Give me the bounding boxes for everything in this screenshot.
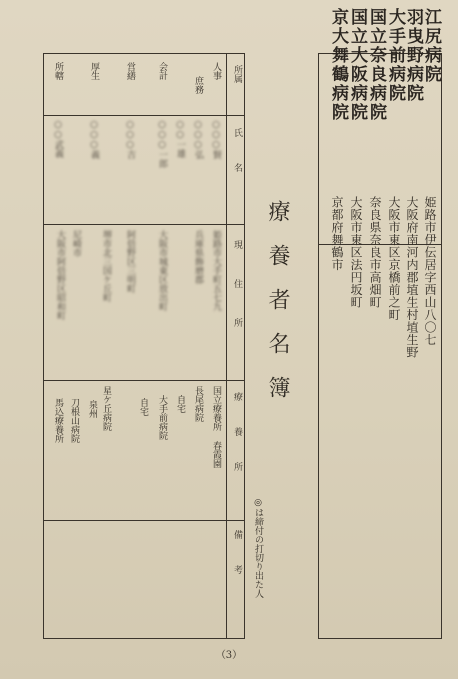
row-dept: 庶務 [193, 76, 203, 94]
row-name: ○○○賢 [211, 120, 221, 159]
hospital-name: 国立大阪病院 [347, 8, 367, 122]
row-sanatorium: 自宅 [138, 398, 148, 416]
hospital-name: 京大舞鶴病院 [328, 8, 348, 122]
hospital-address: 大阪市東区法円坂町 [349, 196, 363, 309]
row-dept: 人事 [211, 62, 221, 80]
hospital-list-box [318, 53, 442, 639]
header-address: 現住所 [232, 240, 242, 357]
row-dept: 会計 [157, 62, 167, 80]
table-rule [43, 224, 245, 225]
row-name: ○○○弘 [193, 120, 203, 159]
row-dept: 営繕 [125, 62, 135, 80]
footnote: ◎は締付の打切り出た人 [253, 498, 263, 598]
header-column-rule [226, 53, 227, 639]
hospital-name: 江尻病院 [421, 8, 441, 84]
hospital-address: 奈良県奈良市高畑町 [368, 196, 382, 309]
row-name: ○○一雄 [175, 120, 185, 158]
row-dept: 厚生 [89, 62, 99, 80]
hospital-name: 大手前病院 [385, 8, 405, 103]
row-address: 阿倍野区三明町 [125, 230, 135, 293]
header-dept: 所属 [232, 65, 242, 83]
row-sanatorium: 星ケ丘病院 [101, 386, 111, 431]
row-sanatorium: 馬込療養所 [53, 398, 63, 443]
row-address: 尼崎市 [71, 230, 81, 257]
hospital-name: 羽曳野病院 [403, 8, 423, 103]
row-sanatorium: 自宅 [175, 395, 185, 413]
hospital-address: 大阪市東区京橋前之町 [387, 196, 401, 321]
row-name: ○○○一郎 [157, 120, 167, 168]
row-sanatorium: 国立療養所 春霞園 [211, 386, 221, 468]
row-address: 大阪市阿倍野区昭和町 [55, 230, 65, 320]
page-title: 療養者名簿 [265, 200, 290, 420]
table-rule [43, 115, 245, 116]
page-number: （3） [215, 650, 243, 661]
row-sanatorium: 長尾病院 [193, 386, 203, 422]
hospital-address: 京都府舞鶴市 [330, 196, 344, 271]
row-sanatorium: 泉州 [87, 400, 97, 418]
row-sanatorium: 刀根山病院 [69, 398, 79, 443]
row-address: 姫路市大手町五七九 [211, 230, 221, 311]
hospital-name: 国立奈良病院 [366, 8, 386, 122]
hospital-address: 姫路市伊伝居字西山八〇七 [423, 196, 437, 346]
row-address: 堺市北三国ケ丘町 [101, 230, 111, 302]
row-name: ○○○吉 [125, 120, 135, 159]
table-rule [43, 520, 245, 521]
header-name: 氏名 [232, 128, 242, 198]
row-name: ○○武義 [53, 120, 63, 158]
hospital-address: 大阪府南河内郡埴生村埴生野 [405, 196, 419, 359]
row-address: 大阪市城東区放出町 [157, 230, 167, 311]
table-rule [43, 380, 245, 381]
row-dept: 所轄 [53, 62, 63, 80]
header-remarks: 備考 [232, 530, 242, 600]
row-name: ○○○義 [89, 120, 99, 159]
row-sanatorium: 大手前病院 [157, 395, 167, 440]
row-address: 兵庫県飾磨郡 [193, 230, 203, 284]
header-sanatorium: 療養所 [232, 392, 242, 497]
